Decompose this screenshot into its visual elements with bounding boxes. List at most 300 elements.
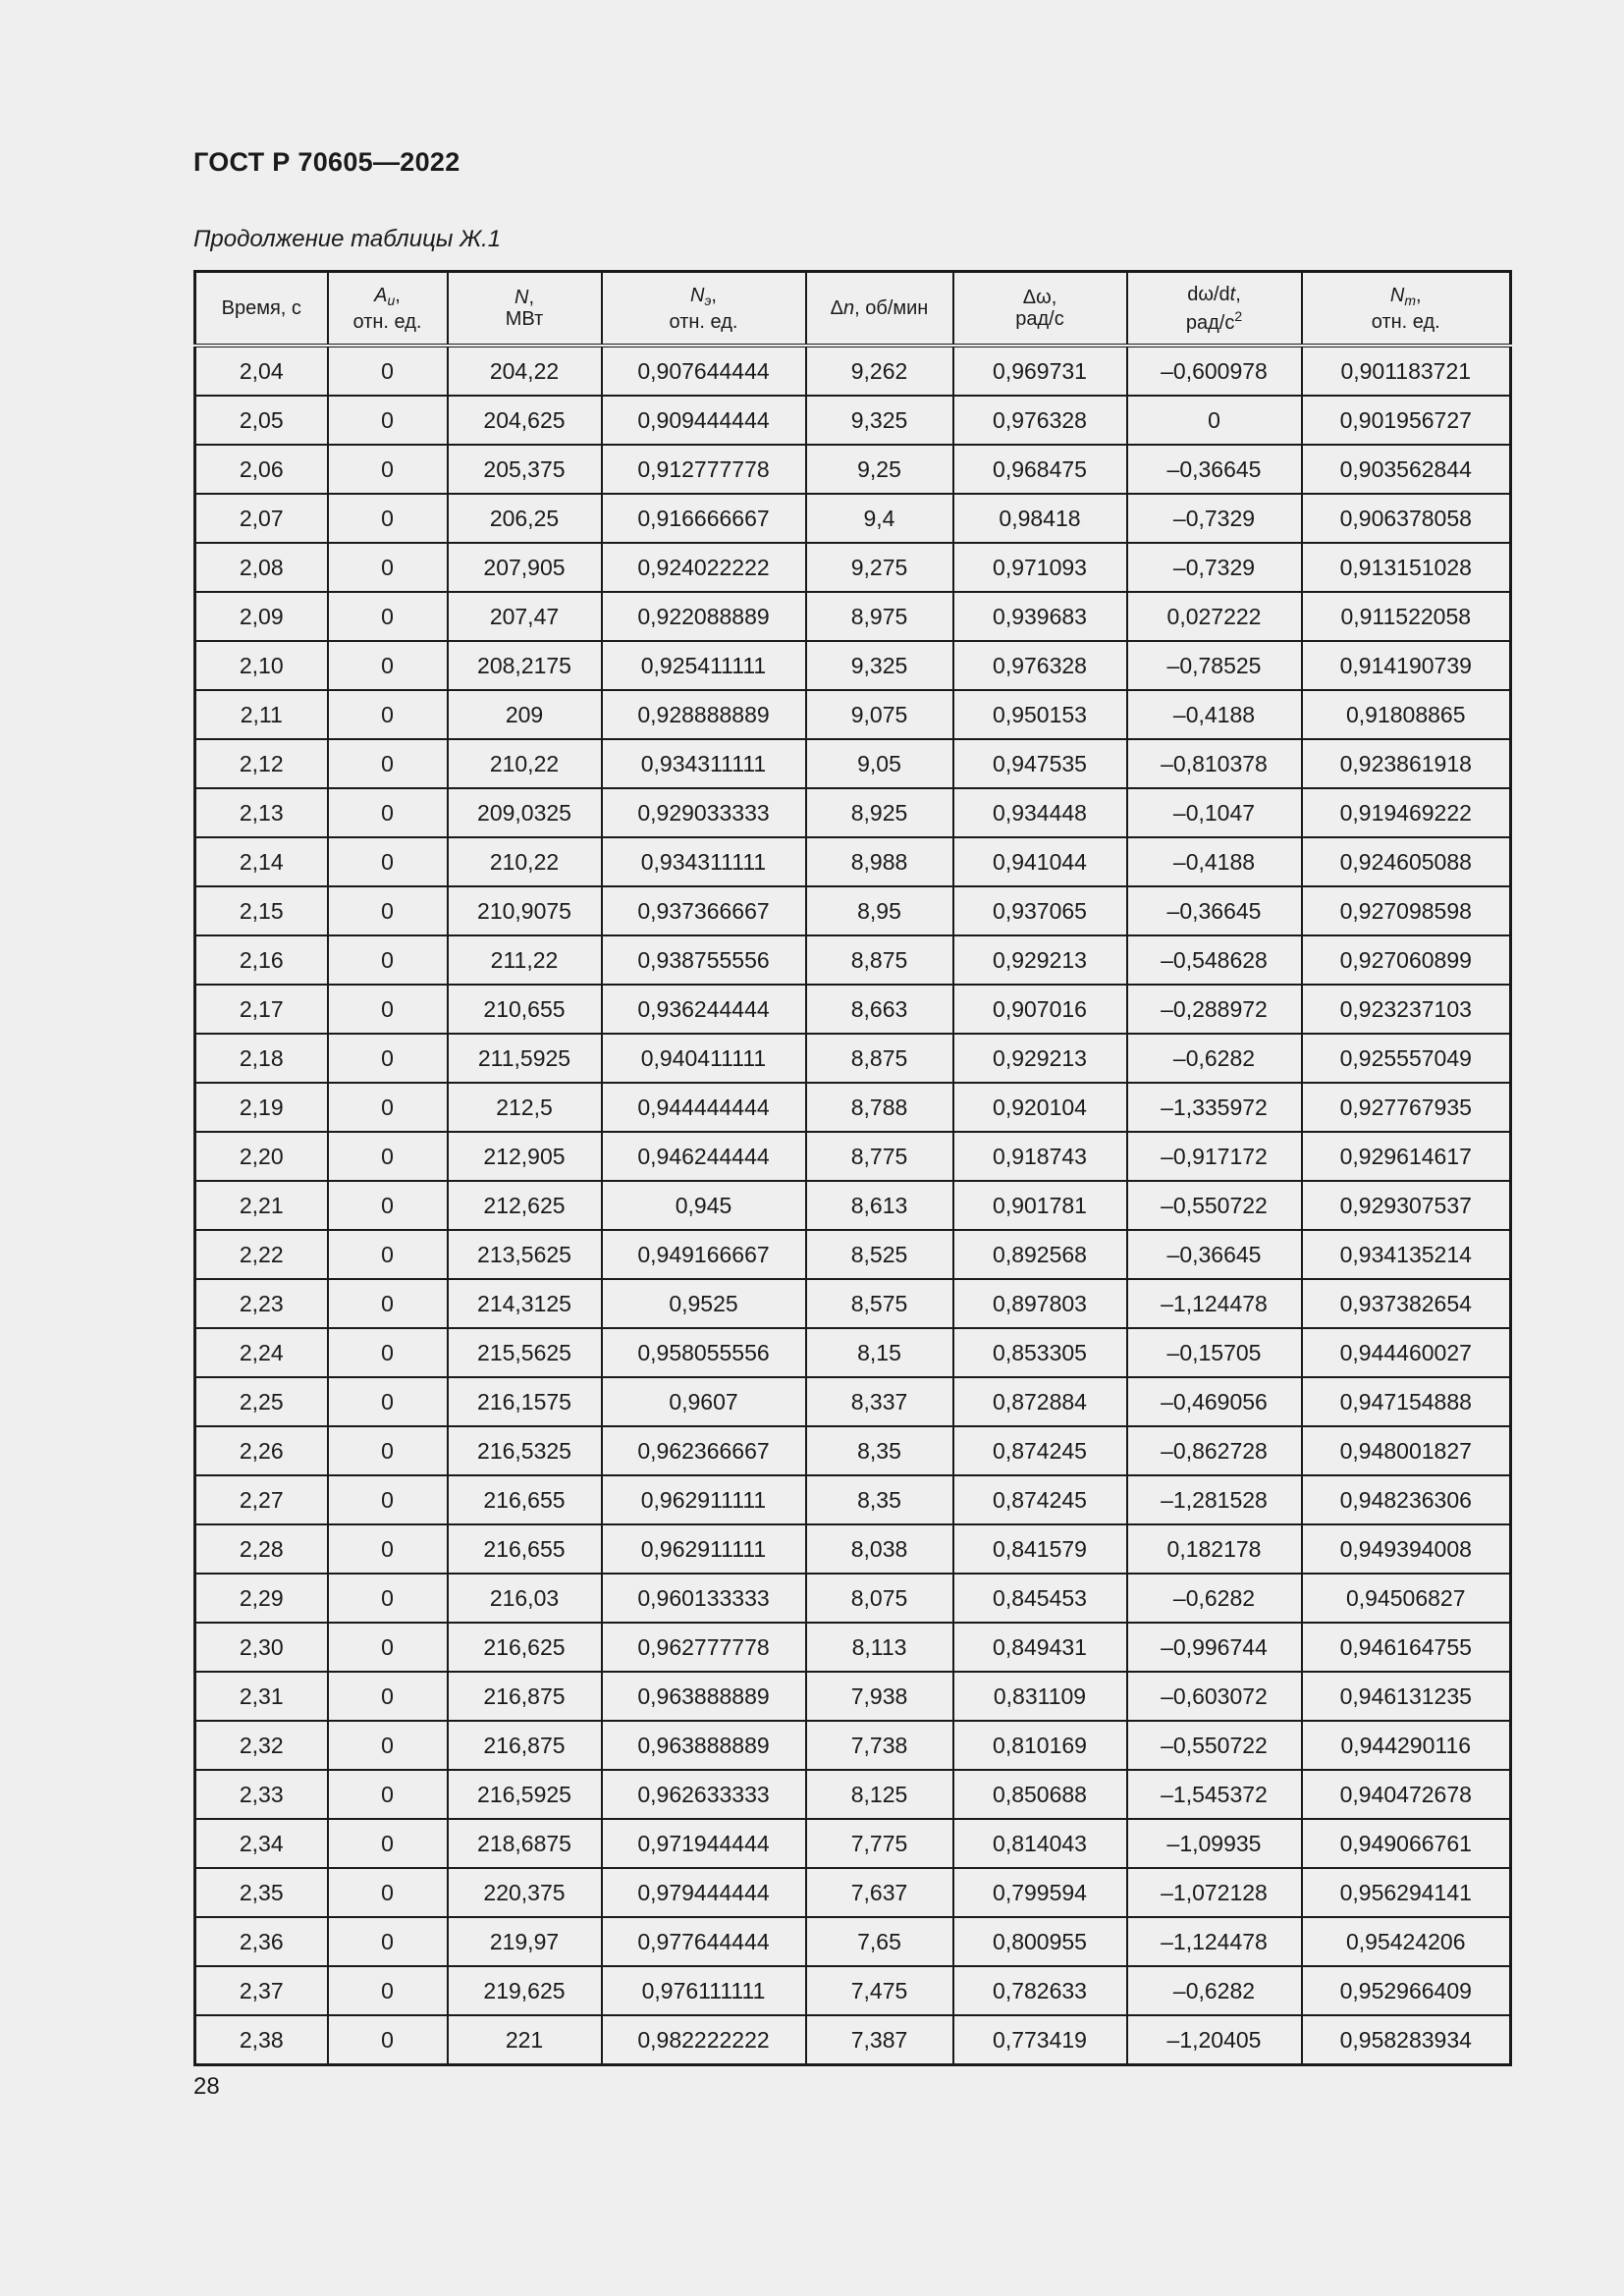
table-cell: 0,962633333 [602, 1770, 806, 1819]
table-cell: –1,072128 [1127, 1868, 1302, 1917]
table-cell: 8,613 [806, 1181, 953, 1230]
table-cell: 0,950153 [953, 690, 1127, 739]
table-cell: 7,475 [806, 1966, 953, 2015]
table-cell: 0,91808865 [1302, 690, 1511, 739]
table-cell: 0,963888889 [602, 1721, 806, 1770]
table-cell: 0,782633 [953, 1966, 1127, 2015]
table-cell: 216,5925 [448, 1770, 602, 1819]
table-cell: 7,65 [806, 1917, 953, 1966]
table-cell: 9,25 [806, 445, 953, 494]
table-row [195, 1721, 1511, 1770]
table-cell: –0,4188 [1127, 690, 1302, 739]
table-cell: 214,3125 [448, 1279, 602, 1328]
table-cell: 8,925 [806, 788, 953, 837]
table-cell: 8,337 [806, 1377, 953, 1426]
table-cell: 0 [328, 1181, 448, 1230]
table-cell: 0 [328, 2015, 448, 2065]
table-body [195, 346, 1511, 2065]
table-cell: 206,25 [448, 494, 602, 543]
table-cell: 8,35 [806, 1475, 953, 1524]
table-cell: –0,917172 [1127, 1132, 1302, 1181]
table-cell: 0 [328, 592, 448, 641]
table-cell: –0,288972 [1127, 985, 1302, 1034]
table-cell: 0,841579 [953, 1524, 1127, 1574]
table-cell: 0,849431 [953, 1623, 1127, 1672]
table-cell: 0,949394008 [1302, 1524, 1511, 1574]
table-cell: 216,655 [448, 1524, 602, 1574]
table-cell: 0 [328, 543, 448, 592]
table-cell: 2,28 [195, 1524, 328, 1574]
table-cell: –0,600978 [1127, 346, 1302, 396]
table-cell: 0 [328, 985, 448, 1034]
table-cell: 0 [328, 788, 448, 837]
table-row [195, 1966, 1511, 2015]
table-cell: 7,738 [806, 1721, 953, 1770]
table-row [195, 494, 1511, 543]
table-cell: –0,996744 [1127, 1623, 1302, 1672]
table-row [195, 1868, 1511, 1917]
table-cell: 0,976328 [953, 396, 1127, 445]
table-cell: 8,575 [806, 1279, 953, 1328]
table-row [195, 1917, 1511, 1966]
table-cell: 0,901956727 [1302, 396, 1511, 445]
table-row [195, 592, 1511, 641]
table-cell: 8,95 [806, 886, 953, 935]
table-cell: 211,22 [448, 935, 602, 985]
table-cell: 2,30 [195, 1623, 328, 1672]
table-cell: 0 [328, 935, 448, 985]
table-cell: –0,810378 [1127, 739, 1302, 788]
table-cell: 8,038 [806, 1524, 953, 1574]
table-cell: 221 [448, 2015, 602, 2065]
table-cell: 0,958055556 [602, 1328, 806, 1377]
table-cell: 0,944460027 [1302, 1328, 1511, 1377]
table-cell: 0 [328, 1034, 448, 1083]
table-cell: 0,962911111 [602, 1475, 806, 1524]
table-cell: 212,5 [448, 1083, 602, 1132]
table-cell: 8,875 [806, 935, 953, 985]
table-row [195, 1672, 1511, 1721]
table-cell: 0,945 [602, 1181, 806, 1230]
table-cell: 2,12 [195, 739, 328, 788]
table-cell: 216,625 [448, 1623, 602, 1672]
table-cell: 0,845453 [953, 1574, 1127, 1623]
table-cell: 216,03 [448, 1574, 602, 1623]
table-cell: 0,773419 [953, 2015, 1127, 2065]
table-cell: 0 [328, 1377, 448, 1426]
table-cell: 2,38 [195, 2015, 328, 2065]
table-cell: 0,923237103 [1302, 985, 1511, 1034]
header-delta-n: Δn, об/мин [806, 272, 953, 347]
table-cell: 2,14 [195, 837, 328, 886]
table-cell: 0,906378058 [1302, 494, 1511, 543]
table-row [195, 837, 1511, 886]
table-cell: 0,976111111 [602, 1966, 806, 2015]
table-row [195, 788, 1511, 837]
table-cell: 219,625 [448, 1966, 602, 2015]
table-cell: 0,949166667 [602, 1230, 806, 1279]
table-cell: 0,949066761 [1302, 1819, 1511, 1868]
table-cell: 2,17 [195, 985, 328, 1034]
table-cell: 0,940472678 [1302, 1770, 1511, 1819]
table-cell: –0,36645 [1127, 886, 1302, 935]
table-cell: 0,946131235 [1302, 1672, 1511, 1721]
table-cell: 0 [328, 1083, 448, 1132]
table-cell: 9,275 [806, 543, 953, 592]
table-cell: 0,940411111 [602, 1034, 806, 1083]
table-cell: 7,387 [806, 2015, 953, 2065]
table-cell: 9,262 [806, 346, 953, 396]
table-cell: 0,929213 [953, 935, 1127, 985]
table-cell: 0,907644444 [602, 346, 806, 396]
table-cell: 216,1575 [448, 1377, 602, 1426]
table-cell: 0,947535 [953, 739, 1127, 788]
table-cell: 218,6875 [448, 1819, 602, 1868]
table-cell: 0,850688 [953, 1770, 1127, 1819]
table-cell: 0,909444444 [602, 396, 806, 445]
table-row [195, 690, 1511, 739]
table-cell: 2,09 [195, 592, 328, 641]
table-cell: 0,98418 [953, 494, 1127, 543]
table-cell: 0,929213 [953, 1034, 1127, 1083]
table-cell: 0,969731 [953, 346, 1127, 396]
table-cell: –0,469056 [1127, 1377, 1302, 1426]
table-cell: 216,875 [448, 1721, 602, 1770]
table-cell: 204,625 [448, 396, 602, 445]
table-cell: –0,7329 [1127, 494, 1302, 543]
table-row [195, 886, 1511, 935]
table-cell: 0,913151028 [1302, 543, 1511, 592]
table-cell: 0,9607 [602, 1377, 806, 1426]
table-cell: 0 [328, 1426, 448, 1475]
table-cell: 2,20 [195, 1132, 328, 1181]
table-cell: 0,929307537 [1302, 1181, 1511, 1230]
table-cell: 0,977644444 [602, 1917, 806, 1966]
table-cell: 0,925411111 [602, 641, 806, 690]
table-cell: 0,944444444 [602, 1083, 806, 1132]
table-cell: 0 [328, 1230, 448, 1279]
table-cell: 0,934135214 [1302, 1230, 1511, 1279]
header-delta-omega: Δω, рад/с [953, 272, 1127, 347]
table-row [195, 1623, 1511, 1672]
table-row [195, 1034, 1511, 1083]
table-cell: 0,937366667 [602, 886, 806, 935]
table-cell: 0,897803 [953, 1279, 1127, 1328]
table-cell: 0,939683 [953, 592, 1127, 641]
table-cell: 219,97 [448, 1917, 602, 1966]
header-n-mw: N, МВт [448, 272, 602, 347]
table-cell: 0,937065 [953, 886, 1127, 935]
table-cell: 0,911522058 [1302, 592, 1511, 641]
table-cell: 9,325 [806, 396, 953, 445]
table-cell: 8,525 [806, 1230, 953, 1279]
table-cell: 0 [328, 1524, 448, 1574]
table-cell: 0,971944444 [602, 1819, 806, 1868]
table-cell: 0 [328, 1279, 448, 1328]
table-row [195, 1181, 1511, 1230]
header-n-t: $N_т$, отн. ед. [1302, 272, 1511, 347]
table-cell: 8,35 [806, 1426, 953, 1475]
table-cell: 210,655 [448, 985, 602, 1034]
table-cell: 0,918743 [953, 1132, 1127, 1181]
table-row [195, 1328, 1511, 1377]
table-cell: 205,375 [448, 445, 602, 494]
table-cell: –1,09935 [1127, 1819, 1302, 1868]
table-cell: 2,37 [195, 1966, 328, 2015]
table-cell: 0 [328, 1328, 448, 1377]
table-cell: 212,625 [448, 1181, 602, 1230]
table-cell: 8,15 [806, 1328, 953, 1377]
table-row [195, 641, 1511, 690]
table-cell: 0 [328, 346, 448, 396]
table-cell: –0,548628 [1127, 935, 1302, 985]
table-cell: 0,94506827 [1302, 1574, 1511, 1623]
table-cell: 0,929614617 [1302, 1132, 1511, 1181]
table-cell: 0,929033333 [602, 788, 806, 837]
table-cell: 0,952966409 [1302, 1966, 1511, 2015]
table-cell: 0,925557049 [1302, 1034, 1511, 1083]
table-cell: 0,901183721 [1302, 346, 1511, 396]
table-row [195, 935, 1511, 985]
table-cell: 0,924605088 [1302, 837, 1511, 886]
table-cell: 0,937382654 [1302, 1279, 1511, 1328]
data-table [193, 270, 1512, 2066]
table-cell: 0 [328, 494, 448, 543]
table-cell: –0,1047 [1127, 788, 1302, 837]
table-cell: 0,934311111 [602, 837, 806, 886]
table-cell: 7,775 [806, 1819, 953, 1868]
table-cell: 8,113 [806, 1623, 953, 1672]
table-row [195, 543, 1511, 592]
table-row [195, 1132, 1511, 1181]
header-n-e: $N_э$, отн. ед. [602, 272, 806, 347]
table-cell: 0,938755556 [602, 935, 806, 985]
page-number: 28 [193, 2073, 220, 2100]
table-cell: 0,948001827 [1302, 1426, 1511, 1475]
table-row [195, 1819, 1511, 1868]
table-row [195, 1230, 1511, 1279]
table-cell: 0,982222222 [602, 2015, 806, 2065]
header-row [195, 272, 1511, 347]
table-cell: 0,956294141 [1302, 1868, 1511, 1917]
table-cell: –0,603072 [1127, 1672, 1302, 1721]
table-cell: 0,946164755 [1302, 1623, 1511, 1672]
table-cell: 8,125 [806, 1770, 953, 1819]
table-cell: 210,22 [448, 837, 602, 886]
table-row [195, 1524, 1511, 1574]
table-cell: 2,26 [195, 1426, 328, 1475]
table-cell: 0,901781 [953, 1181, 1127, 1230]
table-cell: 0,941044 [953, 837, 1127, 886]
table-cell: 0,963888889 [602, 1672, 806, 1721]
table-cell: 0,907016 [953, 985, 1127, 1034]
table-cell: 2,19 [195, 1083, 328, 1132]
table-cell: 2,24 [195, 1328, 328, 1377]
table-row [195, 445, 1511, 494]
table-cell: 0,976328 [953, 641, 1127, 690]
table-row [195, 1377, 1511, 1426]
table-cell: 0 [328, 396, 448, 445]
table-cell: 207,47 [448, 592, 602, 641]
table-cell: 2,11 [195, 690, 328, 739]
table-cell: 0 [328, 1917, 448, 1966]
table-cell: 0,920104 [953, 1083, 1127, 1132]
table-caption: Продолжение таблицы Ж.1 [193, 226, 502, 252]
table-cell: 0,962777778 [602, 1623, 806, 1672]
table-cell: –0,78525 [1127, 641, 1302, 690]
table-cell: –0,862728 [1127, 1426, 1302, 1475]
table-cell: 0,912777778 [602, 445, 806, 494]
table-cell: 0,928888889 [602, 690, 806, 739]
table-cell: 0,916666667 [602, 494, 806, 543]
table-cell: 0,800955 [953, 1917, 1127, 1966]
table-cell: –1,335972 [1127, 1083, 1302, 1132]
table-cell: 0,9525 [602, 1279, 806, 1328]
table-cell: 0 [328, 1623, 448, 1672]
table-row [195, 346, 1511, 396]
table-cell: –0,36645 [1127, 445, 1302, 494]
table-cell: 0,924022222 [602, 543, 806, 592]
table-cell: 2,07 [195, 494, 328, 543]
table-cell: –1,545372 [1127, 1770, 1302, 1819]
table-cell: –0,6282 [1127, 1574, 1302, 1623]
table-cell: 0 [328, 1132, 448, 1181]
header-a-i: $A_и$, отн. ед. [328, 272, 448, 347]
table-cell: 2,31 [195, 1672, 328, 1721]
table-cell: 0 [328, 1868, 448, 1917]
table-cell: 209 [448, 690, 602, 739]
table-cell: –0,6282 [1127, 1966, 1302, 2015]
table-cell: 2,16 [195, 935, 328, 985]
table-cell: 220,375 [448, 1868, 602, 1917]
table-cell: 210,22 [448, 739, 602, 788]
table-cell: 2,08 [195, 543, 328, 592]
header-domega-dt: dω/dt, рад/$с^2$ [1127, 272, 1302, 347]
table-cell: 2,32 [195, 1721, 328, 1770]
table-cell: 0,027222 [1127, 592, 1302, 641]
table-cell: 0,799594 [953, 1868, 1127, 1917]
table-cell: 0 [328, 1770, 448, 1819]
table-cell: –0,36645 [1127, 1230, 1302, 1279]
table-cell: –0,6282 [1127, 1034, 1302, 1083]
table-cell: 207,905 [448, 543, 602, 592]
table-cell: 8,775 [806, 1132, 953, 1181]
table-cell: 0 [328, 1721, 448, 1770]
table-row [195, 396, 1511, 445]
table-cell: 0,971093 [953, 543, 1127, 592]
table-cell: –1,20405 [1127, 2015, 1302, 2065]
table-cell: 2,34 [195, 1819, 328, 1868]
table-cell: 0,914190739 [1302, 641, 1511, 690]
table-cell: 9,4 [806, 494, 953, 543]
table-cell: 2,04 [195, 346, 328, 396]
table-cell: 8,988 [806, 837, 953, 886]
table-cell: 8,975 [806, 592, 953, 641]
table-cell: 0 [328, 739, 448, 788]
table-cell: 9,075 [806, 690, 953, 739]
table-cell: 0 [328, 837, 448, 886]
table-cell: 0,927767935 [1302, 1083, 1511, 1132]
table-cell: 0,814043 [953, 1819, 1127, 1868]
table-cell: 212,905 [448, 1132, 602, 1181]
table-cell: 0 [328, 886, 448, 935]
table-cell: –1,124478 [1127, 1279, 1302, 1328]
table-cell: 0,923861918 [1302, 739, 1511, 788]
table-cell: 0,903562844 [1302, 445, 1511, 494]
table-cell: 0,872884 [953, 1377, 1127, 1426]
table-cell: 209,0325 [448, 788, 602, 837]
table-cell: 208,2175 [448, 641, 602, 690]
table-cell: 9,05 [806, 739, 953, 788]
table-cell: 0,968475 [953, 445, 1127, 494]
table-cell: 9,325 [806, 641, 953, 690]
table-cell: –1,124478 [1127, 1917, 1302, 1966]
table-cell: 0,892568 [953, 1230, 1127, 1279]
table-cell: 216,5325 [448, 1426, 602, 1475]
table-cell: 7,938 [806, 1672, 953, 1721]
table-cell: 2,22 [195, 1230, 328, 1279]
table-cell: 0,831109 [953, 1672, 1127, 1721]
table-cell: 2,27 [195, 1475, 328, 1524]
table-cell: 0 [328, 1966, 448, 2015]
document-code: ГОСТ Р 70605—2022 [193, 147, 460, 177]
table-cell: 8,075 [806, 1574, 953, 1623]
table-cell: 0,810169 [953, 1721, 1127, 1770]
table-cell: 0,962911111 [602, 1524, 806, 1574]
table-cell: 8,875 [806, 1034, 953, 1083]
table-cell: 2,05 [195, 396, 328, 445]
table-row [195, 1083, 1511, 1132]
table-cell: 204,22 [448, 346, 602, 396]
table-cell: 2,15 [195, 886, 328, 935]
table-cell: 2,21 [195, 1181, 328, 1230]
table-cell: 8,788 [806, 1083, 953, 1132]
table-cell: –0,550722 [1127, 1181, 1302, 1230]
table-cell: 2,10 [195, 641, 328, 690]
table-row [195, 1475, 1511, 1524]
table-cell: 0,922088889 [602, 592, 806, 641]
table-cell: 0,874245 [953, 1475, 1127, 1524]
table-cell: 0,182178 [1127, 1524, 1302, 1574]
header-time: Время, с [195, 272, 328, 347]
table-cell: 211,5925 [448, 1034, 602, 1083]
table-cell: 0,958283934 [1302, 2015, 1511, 2065]
table-cell: 0,853305 [953, 1328, 1127, 1377]
table-cell: 0,947154888 [1302, 1377, 1511, 1426]
table-cell: 0,946244444 [602, 1132, 806, 1181]
table-cell: 0 [328, 1574, 448, 1623]
table-cell: 2,13 [195, 788, 328, 837]
table-cell: 2,06 [195, 445, 328, 494]
table-cell: 213,5625 [448, 1230, 602, 1279]
table-row [195, 1426, 1511, 1475]
table-cell: 0 [328, 1672, 448, 1721]
table-cell: –0,7329 [1127, 543, 1302, 592]
table-cell: 2,18 [195, 1034, 328, 1083]
table-cell: 8,663 [806, 985, 953, 1034]
table-cell: 7,637 [806, 1868, 953, 1917]
table-cell: 0,962366667 [602, 1426, 806, 1475]
table-cell: 0,934448 [953, 788, 1127, 837]
table-cell: 0,874245 [953, 1426, 1127, 1475]
table-cell: –1,281528 [1127, 1475, 1302, 1524]
table-cell: 0,979444444 [602, 1868, 806, 1917]
table-cell: 0,960133333 [602, 1574, 806, 1623]
table-cell: 0,95424206 [1302, 1917, 1511, 1966]
table-cell: 0 [328, 445, 448, 494]
table-row [195, 1770, 1511, 1819]
table-row [195, 2015, 1511, 2065]
